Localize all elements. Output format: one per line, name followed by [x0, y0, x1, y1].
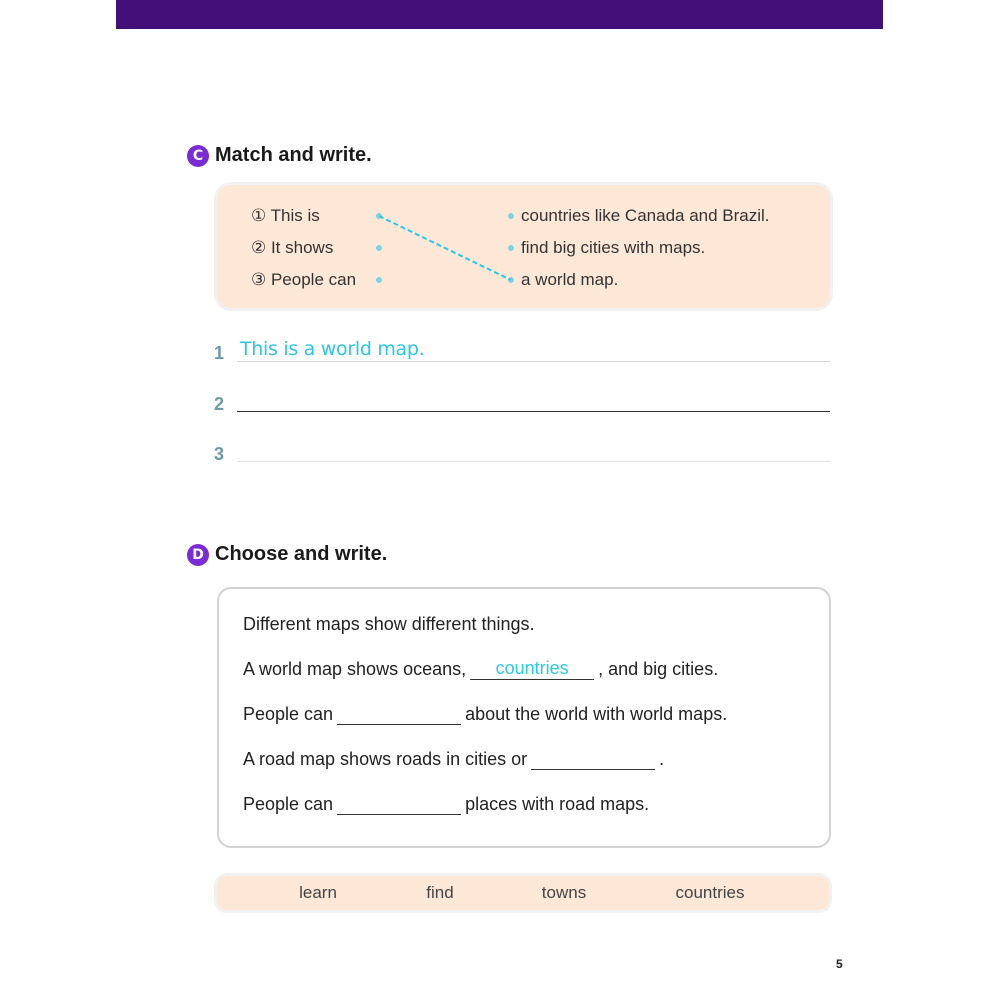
write-line-2[interactable]: [237, 411, 830, 412]
passage-line-1-text: Different maps show different things.: [243, 614, 535, 634]
blank-4[interactable]: [337, 794, 461, 815]
write-line-number-1: 1: [214, 343, 225, 363]
word-bank-item-learn[interactable]: learn: [299, 883, 337, 902]
passage-line-3-pre: People can: [243, 704, 334, 724]
passage-line-1: [243, 614, 535, 635]
passage-line-2-post: , and big cities.: [598, 659, 719, 679]
match-left-item-3: ③ People can: [251, 270, 357, 289]
match-right-item-2: find big cities with maps.: [521, 238, 706, 257]
passage-line-4-post: .: [659, 749, 665, 769]
section-d-title: Choose and write.: [215, 543, 388, 565]
write-line-number-3: 3: [214, 444, 225, 464]
section-d-heading: [187, 543, 387, 566]
passage-line-3-post: about the world with world maps.: [465, 704, 728, 724]
passage-line-2-pre: A world map shows oceans,: [243, 659, 467, 679]
match-right-item-1: countries like Canada and Brazil.: [521, 206, 770, 225]
write-line-number-2: 2: [214, 394, 225, 414]
word-bank-item-find[interactable]: find: [426, 883, 454, 902]
passage-line-4: [243, 749, 664, 770]
passage-line-5: [243, 794, 649, 815]
match-left-item-2: ② It shows: [251, 238, 334, 257]
match-right-item-3: a world map.: [521, 270, 619, 289]
section-c-title: Match and write.: [215, 144, 372, 166]
blank-1[interactable]: [470, 659, 594, 680]
word-bank-item-towns[interactable]: towns: [541, 883, 587, 902]
passage-line-2: [243, 659, 718, 680]
passage-line-3: [243, 704, 727, 725]
page-number: 5: [836, 957, 843, 971]
blank-3[interactable]: [531, 749, 655, 770]
blank-2[interactable]: [337, 704, 461, 725]
write-line-1[interactable]: [237, 361, 830, 362]
match-connector-line: [379, 216, 511, 280]
passage-line-5-post: places with road maps.: [465, 794, 650, 814]
write-line-3[interactable]: [237, 461, 830, 462]
blank-1-answer: countries: [495, 658, 569, 678]
section-c-badge: C: [187, 145, 209, 167]
write-line-answer-1[interactable]: This is a world map.: [240, 338, 425, 360]
section-d-badge: D: [187, 544, 209, 566]
match-left-item-1: ① This is: [251, 206, 320, 225]
passage-line-5-pre: People can: [243, 794, 334, 814]
word-bank-item-countries[interactable]: countries: [675, 883, 745, 902]
passage-line-4-pre: A road map shows roads in cities or: [243, 749, 528, 769]
